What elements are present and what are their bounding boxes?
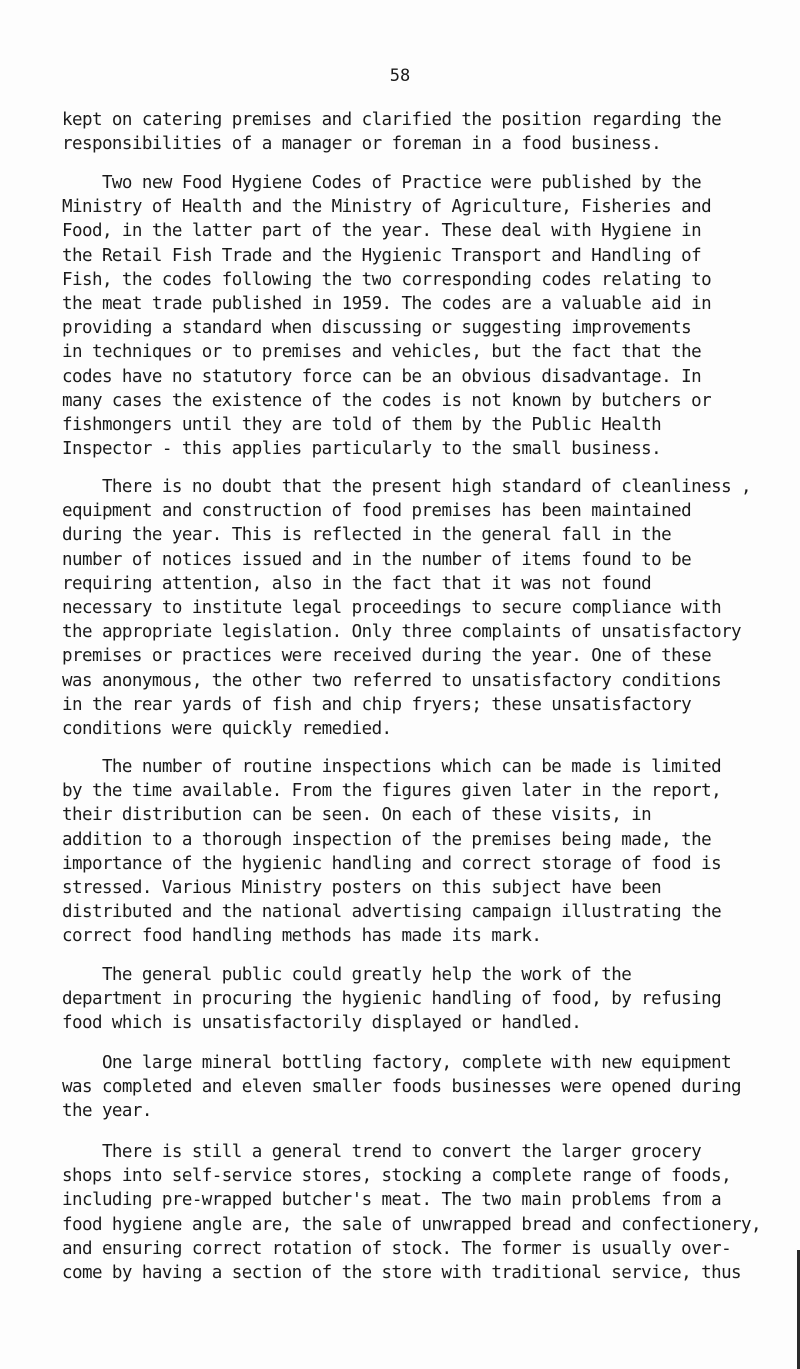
text-line: kept on catering premises and clarified the position regarding the [62,110,722,130]
text-line: There is no doubt that the present high standard of cleanliness , [62,477,752,497]
text-line: importance of the hygienic handling and correct storage of food is [62,853,722,874]
text-line: There is still a general trend to convert the larger grocery [62,1142,702,1162]
text-line: correct food handling methods has made its mark. [62,926,542,947]
text-line: Food, in the latter part of the year. These deal with Hygiene in [62,221,702,242]
text-line: many cases the existence of the codes is not known by butchers or [62,390,712,411]
text-line: equipment and construction of food premises has been maintained [62,501,692,522]
text-line: responsibilities of a manager or foreman in a food business. [62,134,662,155]
page-number: 58 [389,66,411,86]
text-line: The number of routine inspections which can be made is limited [62,757,722,777]
text-line: stressed. Various Ministry posters on this subject have been [62,878,662,899]
paragraph-1 [62,108,768,156]
text-line: providing a standard when discussing or suggesting improvements [62,318,692,339]
text-line: in the rear yards of fish and chip fryers; these unsatisfactory [62,694,692,715]
paragraph-7 [62,1140,768,1285]
text-line: food which is unsatisfactorily displayed or handled. [62,1013,582,1034]
text-line: addition to a thorough inspection of the premises being made, the [62,829,712,850]
text-line: fishmongers until they are told of them by the Public Health [62,415,662,436]
text-line: shops into self-service stores, stocking a complete range of foods, [62,1166,732,1187]
text-line: by the time available. From the figures given later in the report, [62,781,722,802]
paragraph-5 [62,963,768,1036]
text-line: the year. [62,1101,152,1122]
paragraph-3 [62,475,768,741]
text-line: Inspector - this applies particularly to the small business. [62,439,662,460]
text-line: The general public could greatly help the work of the [62,965,632,985]
text-line: the appropriate legislation. Only three complaints of unsatisfactory [62,622,742,643]
text-line: One large mineral bottling factory, complete with new equipment [62,1053,732,1073]
text-line: the Retail Fish Trade and the Hygienic Transport and Handling of [62,245,702,266]
text-line: department in procuring the hygienic handling of food, by refusing [62,989,722,1010]
text-line: distributed and the national advertising campaign illustrating the [62,902,722,923]
text-line: was anonymous, the other two referred to unsatisfactory conditions [62,670,722,691]
paragraph-2 [62,171,768,461]
text-line: food hygiene angle are, the sale of unwrapped bread and confectionery, [62,1214,762,1235]
text-line: Ministry of Health and the Ministry of Agriculture, Fisheries and [62,197,712,218]
text-line: number of notices issued and in the number of items found to be [62,549,692,570]
text-line: codes have no statutory force can be an obvious disadvantage. In [62,366,702,387]
text-line: Two new Food Hygiene Codes of Practice were published by the [62,173,702,193]
text-line: requiring attention, also in the fact that it was not found [62,573,652,594]
paragraph-6 [62,1051,768,1124]
text-line: in techniques or to premises and vehicles, but the fact that the [62,342,702,363]
text-line: premises or practices were received during the year. One of these [62,646,712,667]
text-line: necessary to institute legal proceedings to secure compliance with [62,598,722,619]
text-line: and ensuring correct rotation of stock. The former is usually over- [62,1238,732,1259]
text-line: was completed and eleven smaller foods businesses were opened during [62,1077,742,1098]
text-line: come by having a section of the store with traditional service, thus [62,1263,742,1284]
text-line: conditions were quickly remedied. [62,719,392,740]
text-line: including pre-wrapped butcher's meat. The two main problems from a [62,1190,722,1211]
text-line: during the year. This is reflected in the general fall in the [62,525,672,546]
text-line: their distribution can be seen. On each of these visits, in [62,805,652,826]
text-line: the meat trade published in 1959. The codes are a valuable aid in [62,294,712,315]
text-line: Fish, the codes following the two corresponding codes relating to [62,269,712,290]
paragraph-4 [62,755,768,949]
